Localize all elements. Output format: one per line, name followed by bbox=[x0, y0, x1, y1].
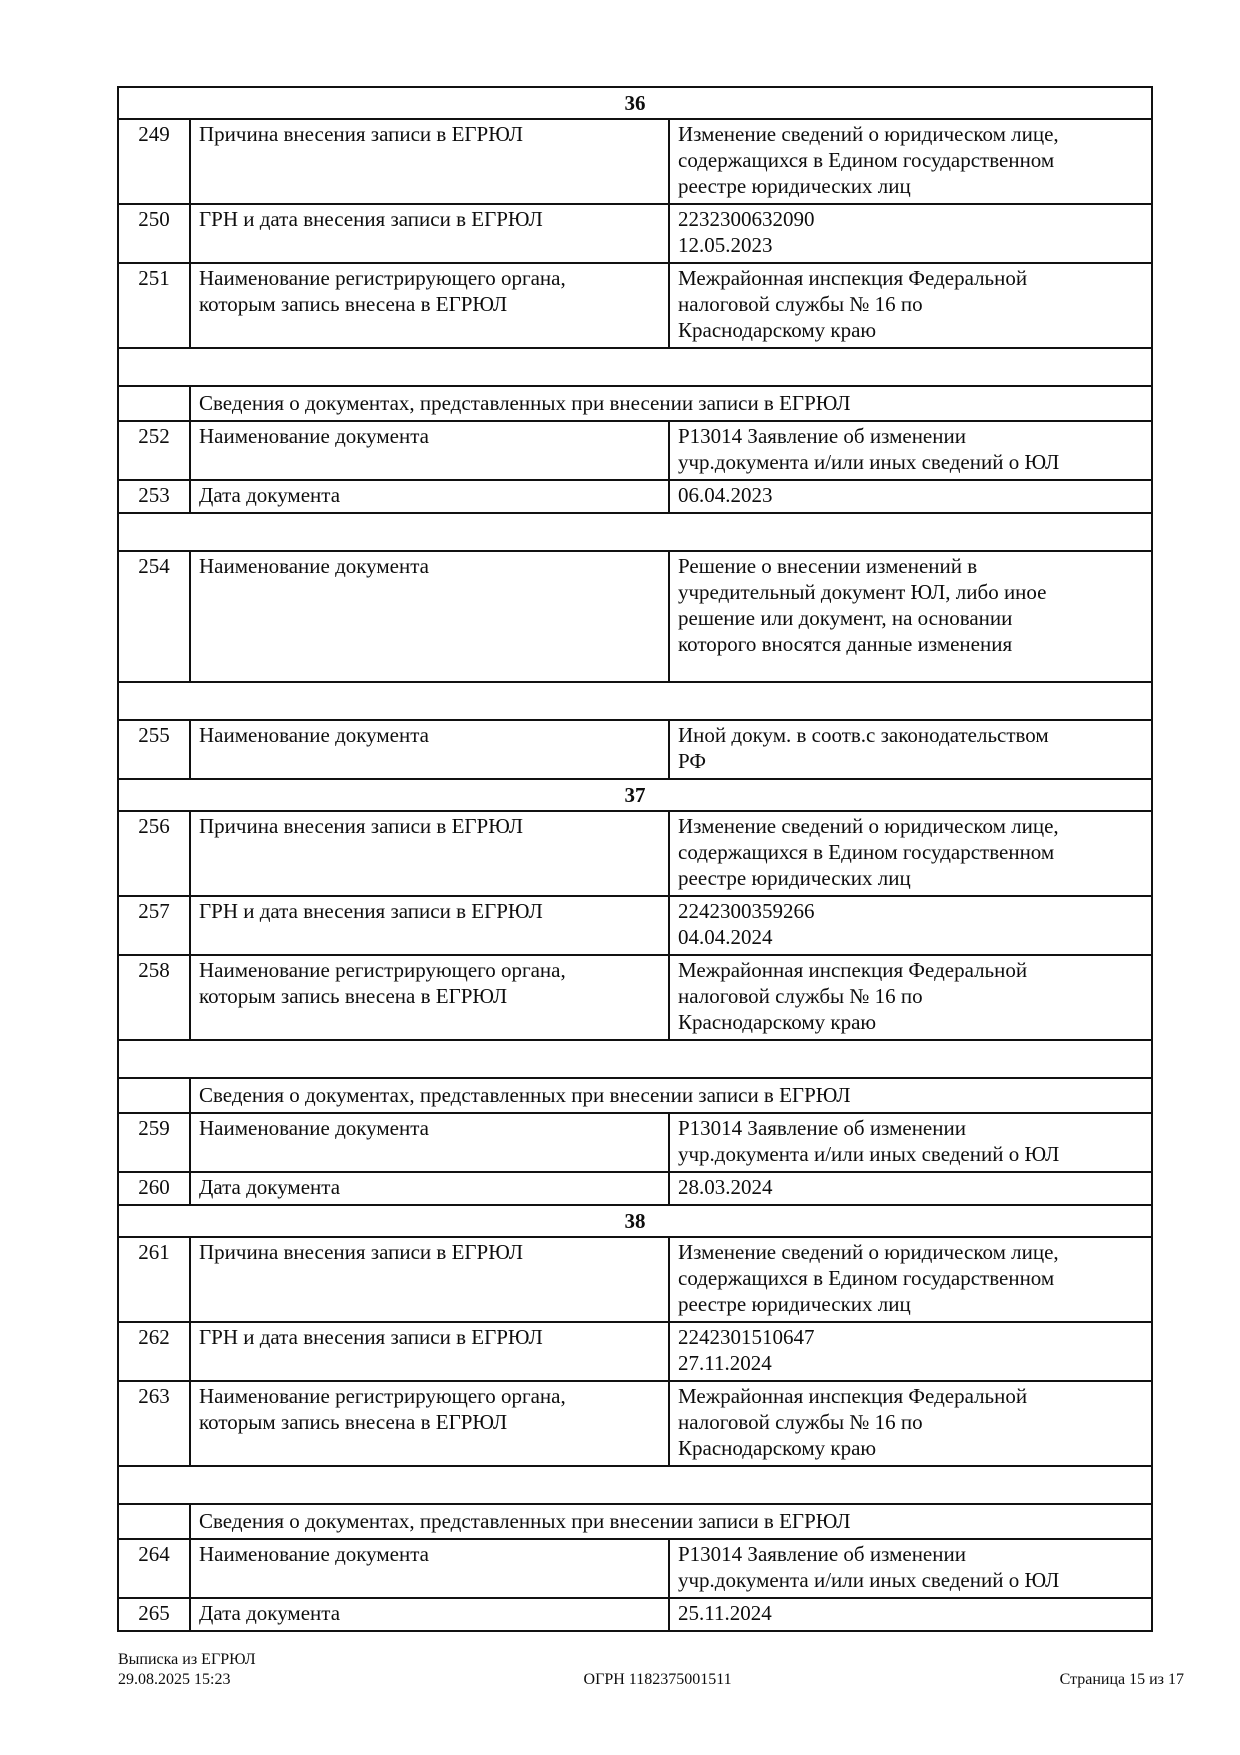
row-number bbox=[118, 811, 190, 896]
footer-doc-type: Выписка из ЕГРЮЛ bbox=[118, 1651, 256, 1668]
spacer-cell bbox=[118, 513, 1152, 551]
text-line: решение или документ, на основании bbox=[678, 606, 1013, 630]
field-label bbox=[190, 811, 669, 896]
field-label bbox=[190, 720, 669, 779]
row-number-cell-empty bbox=[118, 1504, 190, 1539]
field-label bbox=[190, 1237, 669, 1322]
text-line: 265 bbox=[138, 1601, 170, 1625]
field-value bbox=[669, 421, 1152, 480]
text-line: Причина внесения записи в ЕГРЮЛ bbox=[199, 814, 524, 838]
row-number bbox=[118, 421, 190, 480]
section-subheader-row bbox=[118, 1078, 1152, 1113]
text-line: Дата документа bbox=[199, 1175, 341, 1199]
row-number bbox=[118, 119, 190, 204]
text-line: налоговой службы № 16 по bbox=[678, 292, 923, 316]
text-line: учредительный документ ЮЛ, либо иное bbox=[678, 580, 1047, 604]
text-line: Наименование регистрирующего органа, bbox=[199, 266, 566, 290]
field-value bbox=[669, 1322, 1152, 1381]
field-label bbox=[190, 263, 669, 348]
text-line: содержащихся в Едином государственном bbox=[678, 840, 1055, 864]
table-row-253 bbox=[118, 480, 1152, 513]
field-label bbox=[190, 421, 669, 480]
field-label bbox=[190, 896, 669, 955]
table-row-259 bbox=[118, 1113, 1152, 1172]
field-value bbox=[669, 551, 1152, 682]
row-number bbox=[118, 896, 190, 955]
text-line: 06.04.2023 bbox=[678, 483, 773, 507]
text-line: Иной докум. в соотв.с законодательством bbox=[678, 723, 1049, 747]
text-line: Наименование документа bbox=[199, 1116, 429, 1140]
row-number bbox=[118, 1598, 190, 1631]
field-label bbox=[190, 480, 669, 513]
text-line: Краснодарскому краю bbox=[678, 1436, 877, 1460]
footer-timestamp: 29.08.2025 15:23 bbox=[118, 1671, 231, 1688]
section-subheader-label bbox=[190, 1078, 1152, 1113]
row-number bbox=[118, 955, 190, 1040]
text-line: Дата документа bbox=[199, 1601, 341, 1625]
text-line: налоговой службы № 16 по bbox=[678, 984, 923, 1008]
text-line: содержащихся в Едином государственном bbox=[678, 1266, 1055, 1290]
text-line: Наименование документа bbox=[199, 424, 429, 448]
text-line: Сведения о документах, представленных при внесении записи в ЕГРЮЛ bbox=[199, 391, 851, 415]
text-line: 256 bbox=[138, 814, 170, 838]
row-number bbox=[118, 1237, 190, 1322]
text-line: 2242301510647 bbox=[678, 1325, 815, 1349]
section-subheader-row bbox=[118, 386, 1152, 421]
row-number-cell-empty bbox=[118, 1078, 190, 1113]
table-row-251 bbox=[118, 263, 1152, 348]
field-value bbox=[669, 1237, 1152, 1322]
spacer-cell bbox=[118, 1466, 1152, 1504]
table-row-249 bbox=[118, 119, 1152, 204]
footer-ogrn: ОГРН 1182375001511 bbox=[583, 1671, 732, 1688]
field-value bbox=[669, 1172, 1152, 1205]
row-number bbox=[118, 204, 190, 263]
spacer-row bbox=[118, 513, 1152, 551]
text-line: 253 bbox=[138, 483, 170, 507]
text-line: которого вносятся данные изменения bbox=[678, 632, 1013, 656]
page-footer bbox=[118, 1650, 1184, 1690]
text-line: Решение о внесении изменений в bbox=[678, 554, 978, 578]
text-line: Сведения о документах, представленных при внесении записи в ЕГРЮЛ bbox=[199, 1083, 851, 1107]
field-label bbox=[190, 955, 669, 1040]
text-line: Наименование регистрирующего органа, bbox=[199, 1384, 566, 1408]
text-line: учр.документа и/или иных сведений о ЮЛ bbox=[678, 1568, 1060, 1592]
text-line: 255 bbox=[138, 723, 170, 747]
text-line: 259 bbox=[138, 1116, 170, 1140]
text-line: 252 bbox=[138, 424, 170, 448]
text-line: 28.03.2024 bbox=[678, 1175, 773, 1199]
text-line: Краснодарскому краю bbox=[678, 1010, 877, 1034]
table-row-250 bbox=[118, 204, 1152, 263]
group-number bbox=[118, 1205, 1152, 1237]
text-line: 264 bbox=[138, 1542, 170, 1566]
text-line: ГРН и дата внесения записи в ЕГРЮЛ bbox=[199, 1325, 543, 1349]
text-line: которым запись внесена в ЕГРЮЛ bbox=[199, 1410, 508, 1434]
spacer-cell bbox=[118, 682, 1152, 720]
text-line: Краснодарскому краю bbox=[678, 318, 877, 342]
text-line: которым запись внесена в ЕГРЮЛ bbox=[199, 984, 508, 1008]
text-line: 38 bbox=[624, 1209, 646, 1233]
field-value bbox=[669, 720, 1152, 779]
field-label bbox=[190, 1539, 669, 1598]
text-line: реестре юридических лиц bbox=[678, 1292, 911, 1316]
text-line: 2232300632090 bbox=[678, 207, 815, 231]
table-row-264 bbox=[118, 1539, 1152, 1598]
text-line: содержащихся в Едином государственном bbox=[678, 148, 1055, 172]
text-line: ГРН и дата внесения записи в ЕГРЮЛ bbox=[199, 899, 543, 923]
table-row-261 bbox=[118, 1237, 1152, 1322]
table-row-265 bbox=[118, 1598, 1152, 1631]
row-number bbox=[118, 1113, 190, 1172]
section-subheader-label bbox=[190, 1504, 1152, 1539]
text-line: Р13014 Заявление об изменении bbox=[678, 424, 966, 448]
text-line: Наименование документа bbox=[199, 554, 429, 578]
text-line: которым запись внесена в ЕГРЮЛ bbox=[199, 292, 508, 316]
text-line: Изменение сведений о юридическом лице, bbox=[678, 122, 1059, 146]
group-header-row bbox=[118, 1205, 1152, 1237]
text-line: 251 bbox=[138, 266, 170, 290]
table-row-260 bbox=[118, 1172, 1152, 1205]
table-row-257 bbox=[118, 896, 1152, 955]
egrul-table bbox=[117, 86, 1153, 1632]
row-number bbox=[118, 1539, 190, 1598]
text-line: РФ bbox=[678, 749, 706, 773]
text-line: ГРН и дата внесения записи в ЕГРЮЛ bbox=[199, 207, 543, 231]
text-line: Изменение сведений о юридическом лице, bbox=[678, 1240, 1059, 1264]
text-line: 254 bbox=[138, 554, 170, 578]
row-number bbox=[118, 1172, 190, 1205]
field-value bbox=[669, 119, 1152, 204]
text-line: 249 bbox=[138, 122, 170, 146]
field-value bbox=[669, 480, 1152, 513]
text-line: 258 bbox=[138, 958, 170, 982]
text-line: 27.11.2024 bbox=[678, 1351, 772, 1375]
text-line: налоговой службы № 16 по bbox=[678, 1410, 923, 1434]
field-value bbox=[669, 1113, 1152, 1172]
row-number-cell-empty bbox=[118, 386, 190, 421]
field-value bbox=[669, 1539, 1152, 1598]
text-line: 25.11.2024 bbox=[678, 1601, 772, 1625]
group-header-row bbox=[118, 87, 1152, 119]
field-value bbox=[669, 204, 1152, 263]
table-row-263 bbox=[118, 1381, 1152, 1466]
text-line: 36 bbox=[624, 91, 646, 115]
spacer-cell bbox=[118, 1040, 1152, 1078]
text-line: Наименование документа bbox=[199, 723, 429, 747]
text-line: Межрайонная инспекция Федеральной bbox=[678, 958, 1028, 982]
table-row-258 bbox=[118, 955, 1152, 1040]
text-line: 262 bbox=[138, 1325, 170, 1349]
text-line: Наименование документа bbox=[199, 1542, 429, 1566]
group-number bbox=[118, 87, 1152, 119]
text-line: Межрайонная инспекция Федеральной bbox=[678, 1384, 1028, 1408]
text-line: реестре юридических лиц bbox=[678, 174, 911, 198]
spacer-cell bbox=[118, 348, 1152, 386]
group-number bbox=[118, 779, 1152, 811]
field-label bbox=[190, 204, 669, 263]
text-line: Сведения о документах, представленных при внесении записи в ЕГРЮЛ bbox=[199, 1509, 851, 1533]
text-line: Причина внесения записи в ЕГРЮЛ bbox=[199, 122, 524, 146]
row-number bbox=[118, 1322, 190, 1381]
spacer-row bbox=[118, 1040, 1152, 1078]
text-line: Дата документа bbox=[199, 483, 341, 507]
field-value bbox=[669, 955, 1152, 1040]
text-line: 257 bbox=[138, 899, 170, 923]
row-number bbox=[118, 1381, 190, 1466]
text-line: учр.документа и/или иных сведений о ЮЛ bbox=[678, 450, 1060, 474]
field-value bbox=[669, 811, 1152, 896]
text-line: 12.05.2023 bbox=[678, 233, 773, 257]
table-row-262 bbox=[118, 1322, 1152, 1381]
table-row-256 bbox=[118, 811, 1152, 896]
group-header-row bbox=[118, 779, 1152, 811]
section-subheader-label bbox=[190, 386, 1152, 421]
text-line: Р13014 Заявление об изменении bbox=[678, 1116, 966, 1140]
spacer-row bbox=[118, 682, 1152, 720]
egrul-table-body bbox=[118, 87, 1152, 1631]
table-row-255 bbox=[118, 720, 1152, 779]
field-value bbox=[669, 896, 1152, 955]
spacer-row bbox=[118, 348, 1152, 386]
text-line: Причина внесения записи в ЕГРЮЛ bbox=[199, 1240, 524, 1264]
row-number bbox=[118, 720, 190, 779]
text-line: 250 bbox=[138, 207, 170, 231]
field-label bbox=[190, 1172, 669, 1205]
field-label bbox=[190, 1322, 669, 1381]
text-line: 263 bbox=[138, 1384, 170, 1408]
table-row-252 bbox=[118, 421, 1152, 480]
footer-left-block bbox=[118, 1650, 256, 1690]
row-number bbox=[118, 551, 190, 682]
field-label bbox=[190, 1598, 669, 1631]
table-row-254 bbox=[118, 551, 1152, 682]
text-line: 2242300359266 bbox=[678, 899, 815, 923]
section-subheader-row bbox=[118, 1504, 1152, 1539]
text-line: 260 bbox=[138, 1175, 170, 1199]
text-line: Межрайонная инспекция Федеральной bbox=[678, 266, 1028, 290]
text-line: Наименование регистрирующего органа, bbox=[199, 958, 566, 982]
text-line: 37 bbox=[624, 783, 646, 807]
row-number bbox=[118, 263, 190, 348]
row-number bbox=[118, 480, 190, 513]
field-value bbox=[669, 1598, 1152, 1631]
field-value bbox=[669, 1381, 1152, 1466]
text-line: учр.документа и/или иных сведений о ЮЛ bbox=[678, 1142, 1060, 1166]
spacer-row bbox=[118, 1466, 1152, 1504]
field-label bbox=[190, 119, 669, 204]
field-label bbox=[190, 551, 669, 682]
text-line: реестре юридических лиц bbox=[678, 866, 911, 890]
text-line: 04.04.2024 bbox=[678, 925, 773, 949]
field-label bbox=[190, 1113, 669, 1172]
field-value bbox=[669, 263, 1152, 348]
text-line: Изменение сведений о юридическом лице, bbox=[678, 814, 1059, 838]
footer-page-number: Страница 15 из 17 bbox=[1059, 1671, 1184, 1688]
text-line: Р13014 Заявление об изменении bbox=[678, 1542, 966, 1566]
text-line: 261 bbox=[138, 1240, 170, 1264]
field-label bbox=[190, 1381, 669, 1466]
